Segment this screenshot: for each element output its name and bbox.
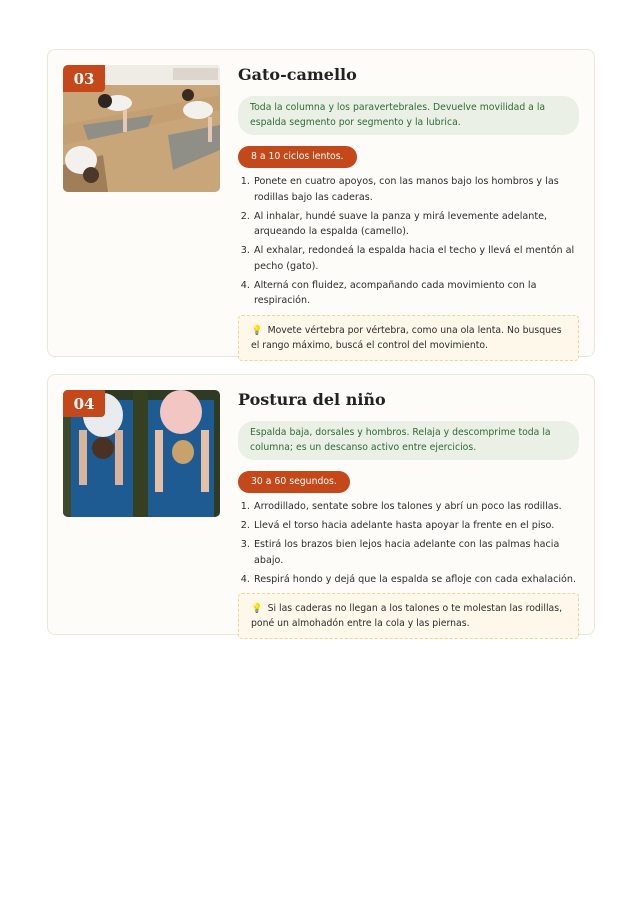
step-item: 2. Llevá el torso hacia adelante hasta apoyar la frente en el piso. bbox=[253, 518, 579, 534]
exercise-title: Gato-camello bbox=[238, 65, 357, 84]
steps-list bbox=[238, 499, 579, 587]
tip-box bbox=[238, 315, 579, 361]
exercise-content bbox=[238, 389, 579, 639]
exercise-title: Postura del niño bbox=[238, 390, 386, 409]
tip-box bbox=[238, 593, 579, 639]
step-item: 2. Al inhalar, hundé suave la panza y mirá levemente adelante, arqueando la espalda (camello). bbox=[253, 209, 579, 240]
step-item: 4. Alterná con fluidez, acompañando cada movimiento con la respiración. bbox=[253, 278, 579, 309]
step-item: 1. Ponete en cuatro apoyos, con las manos bajo los hombros y las rodillas bajo las caderas. bbox=[253, 174, 579, 205]
lightbulb-icon: 💡 bbox=[251, 603, 263, 614]
exercise-number-badge: 04 bbox=[63, 390, 105, 417]
step-item: 3. Al exhalar, redondeá la espalda hacia el techo y llevá el mentón al pecho (gato). bbox=[253, 243, 579, 274]
exercise-photo bbox=[63, 65, 220, 192]
reps-badge: 8 a 10 ciclos lentos. bbox=[238, 146, 357, 168]
exercise-description: Toda la columna y los paravertebrales. Devuelve movilidad a la espalda segmento por segmento y la lubrica. bbox=[238, 96, 579, 135]
tip-text: Movete vértebra por vértebra, como una ola lenta. No busques el rango máximo, buscá el control del movimiento. bbox=[251, 324, 562, 351]
tip-text: Si las caderas no llegan a los talones o te molestan las rodillas, poné un almohadón entre la cola y las piernas. bbox=[251, 603, 563, 629]
exercise-number-badge: 03 bbox=[63, 65, 105, 92]
step-item: 4. Respirá hondo y dejá que la espalda se afloje con cada exhalación. bbox=[253, 572, 579, 588]
step-item: 1. Arrodillado, sentate sobre los talones y abrí un poco las rodillas. bbox=[253, 499, 579, 515]
step-item: 3. Estirá los brazos bien lejos hacia adelante con las palmas hacia abajo. bbox=[253, 537, 579, 568]
exercise-card bbox=[47, 49, 595, 357]
reps-badge: 30 a 60 segundos. bbox=[238, 471, 350, 493]
exercise-card bbox=[47, 374, 595, 635]
exercise-content bbox=[238, 64, 579, 361]
exercise-photo bbox=[63, 390, 220, 517]
exercise-description: Espalda baja, dorsales y hombros. Relaja y descomprime toda la columna; es un descanso activo entre ejercicios. bbox=[238, 421, 579, 460]
steps-list bbox=[238, 174, 579, 309]
lightbulb-icon: 💡 bbox=[251, 324, 263, 336]
